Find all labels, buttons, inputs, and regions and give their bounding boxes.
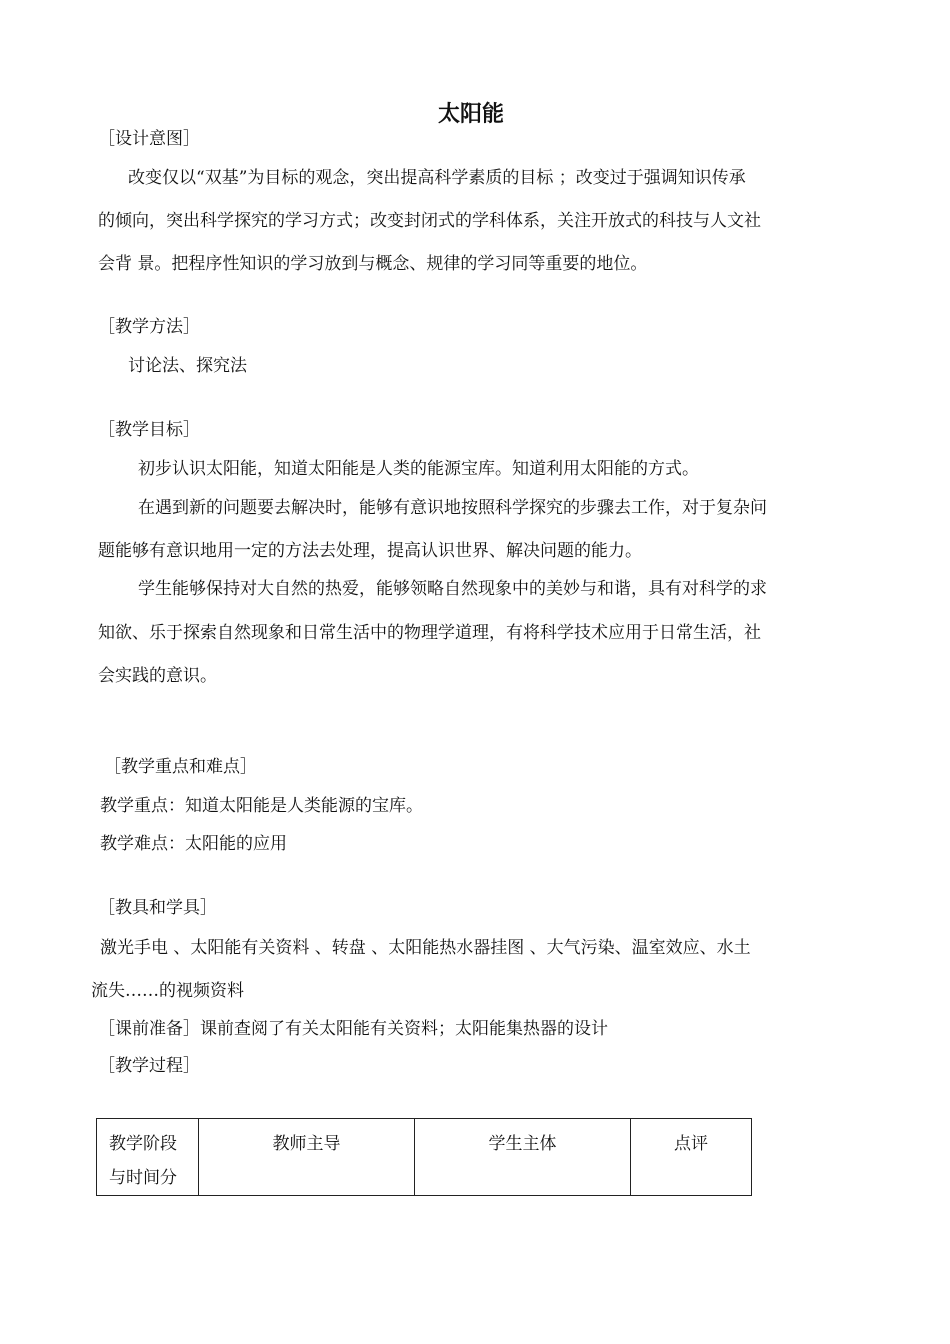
header-cell-student (415, 1119, 631, 1196)
section-heading-design-intent: ［设计意图］ (98, 129, 200, 149)
paragraph-line: 流失……的视频资料 (91, 981, 244, 1001)
paragraph-line: 在遇到新的问题要去解决时，能够有意识地按照科学探究的步骤去工作，对于复杂问 (138, 498, 767, 518)
section-heading-key-points: ［教学重点和难点］ (104, 757, 257, 777)
teaching-process-table (96, 1118, 752, 1196)
key-difficulty: 教学难点：太阳能的应用 (100, 834, 287, 854)
paragraph-line: 会实践的意识。 (98, 666, 217, 686)
paragraph-line: 初步认识太阳能，知道太阳能是人类的能源宝库。知道利用太阳能的方式。 (138, 459, 699, 479)
header-stage-line2: 与时间分 (109, 1168, 177, 1188)
paragraph-line: 改变仅以“双基”为目标的观念，突出提高科学素质的目标 ；改变过于强调知识传承 (128, 168, 746, 188)
section-heading-goals: ［教学目标］ (98, 420, 200, 440)
section-heading-tools: ［教具和学具］ (98, 898, 217, 918)
header-teacher-label: 教师主导 (272, 1134, 341, 1154)
paragraph-line: 题能够有意识地用一定的方法去处理，提高认识世界、解决问题的能力。 (98, 541, 642, 561)
paragraph-line: 激光手电 、太阳能有关资料 、转盘 、太阳能热水器挂图 、大气污染、温室效应、水土 (100, 938, 751, 958)
key-focus: 教学重点：知道太阳能是人类能源的宝库。 (100, 796, 423, 816)
header-student-label: 学生主体 (488, 1134, 557, 1154)
table-header-row (97, 1119, 752, 1196)
header-comment-label: 点评 (674, 1134, 708, 1154)
section-heading-method: ［教学方法］ (98, 317, 200, 337)
header-cell-comment (631, 1119, 752, 1196)
paragraph-line: 知欲、乐于探索自然现象和日常生活中的物理学道理，有将科学技术应用于日常生活，社 (98, 623, 761, 643)
header-cell-teacher (199, 1119, 415, 1196)
page-title: 太阳能 (438, 101, 505, 127)
header-stage-line1: 教学阶段 (109, 1134, 177, 1154)
section-heading-process: ［教学过程］ (98, 1056, 200, 1076)
preparation-line: ［课前准备］课前查阅了有关太阳能有关资料；太阳能集热器的设计 (98, 1019, 608, 1039)
paragraph-line: 学生能够保持对大自然的热爱，能够领略自然现象中的美妙与和谐，具有对科学的求 (138, 579, 767, 599)
method-text: 讨论法、探究法 (128, 356, 247, 376)
header-cell-stage (97, 1119, 199, 1196)
paragraph-line: 的倾向，突出科学探究的学习方式；改变封闭式的学科体系，关注开放式的科技与人文社 (98, 211, 761, 231)
paragraph-line: 会背 景。把程序性知识的学习放到与概念、规律的学习同等重要的地位。 (98, 254, 648, 274)
